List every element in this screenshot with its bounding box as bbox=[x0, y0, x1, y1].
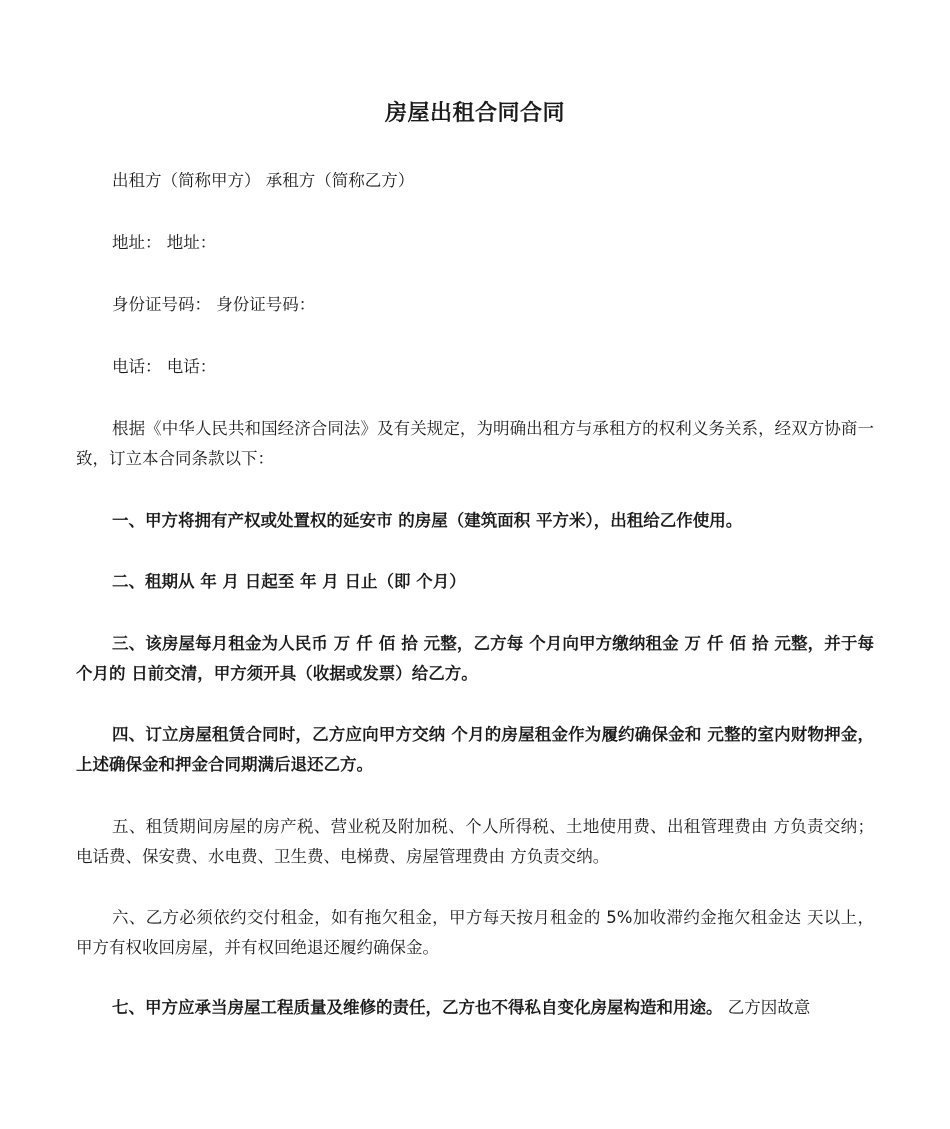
clause-5: 五、租赁期间房屋的房产税、营业税及附加税、个人所得税、土地使用费、出租管理费由 方负责交纳；电话费、保安费、水电费、卫生费、电梯费、房屋管理费由 方负责交纳。 bbox=[76, 817, 874, 866]
address-line: 地址： 地址： bbox=[112, 233, 217, 252]
phone-line: 电话： 电话： bbox=[112, 357, 217, 376]
clause-7 bbox=[76, 993, 874, 1023]
clause-6: 六、乙方必须依约交付租金，如有拖欠租金，甲方每天按月租金的 5%加收滞约金拖欠租金达 天以上，甲方有权收回房屋，并有权回绝退还履约确保金。 bbox=[76, 908, 874, 957]
clause-7-continuation: 乙方因故意 bbox=[722, 998, 811, 1017]
preamble-paragraph: 根据《中华人民共和国经济合同法》及有关规定，为明确出租方与承租方的权利义务关系，经双方协商一致，订立本合同条款以下： bbox=[76, 419, 874, 468]
clause-3: 三、该房屋每月租金为人民币 万 仟 佰 拾 元整，乙方每 个月向甲方缴纳租金 万 仟 佰 拾 元整，并于每 个月的 日前交清，甲方须开具（收据或发票）给乙方。 bbox=[76, 634, 874, 683]
parties-line: 出租方（简称甲方） 承租方（简称乙方） bbox=[112, 171, 415, 190]
document-title: 房屋出租合同合同 bbox=[384, 101, 565, 126]
clause-2: 二、租期从 年 月 日起至 年 月 日止（即 个月） bbox=[112, 572, 466, 591]
clause-4: 四、订立房屋租赁合同时，乙方应向甲方交纳 个月的房屋租金作为履约确保金和 元整的室内财物押金，上述确保金和押金合同期满后退还乙方。 bbox=[76, 725, 874, 774]
id-number-line: 身份证号码： 身份证号码： bbox=[112, 295, 316, 314]
clause-7-bold-text: 七、甲方应承当房屋工程质量及维修的责任，乙方也不得私自变化房屋构造和用途。 bbox=[112, 998, 723, 1017]
clause-1: 一、甲方将拥有产权或处置权的延安市 的房屋（建筑面积 平方米），出租给乙作使用。 bbox=[112, 511, 743, 530]
